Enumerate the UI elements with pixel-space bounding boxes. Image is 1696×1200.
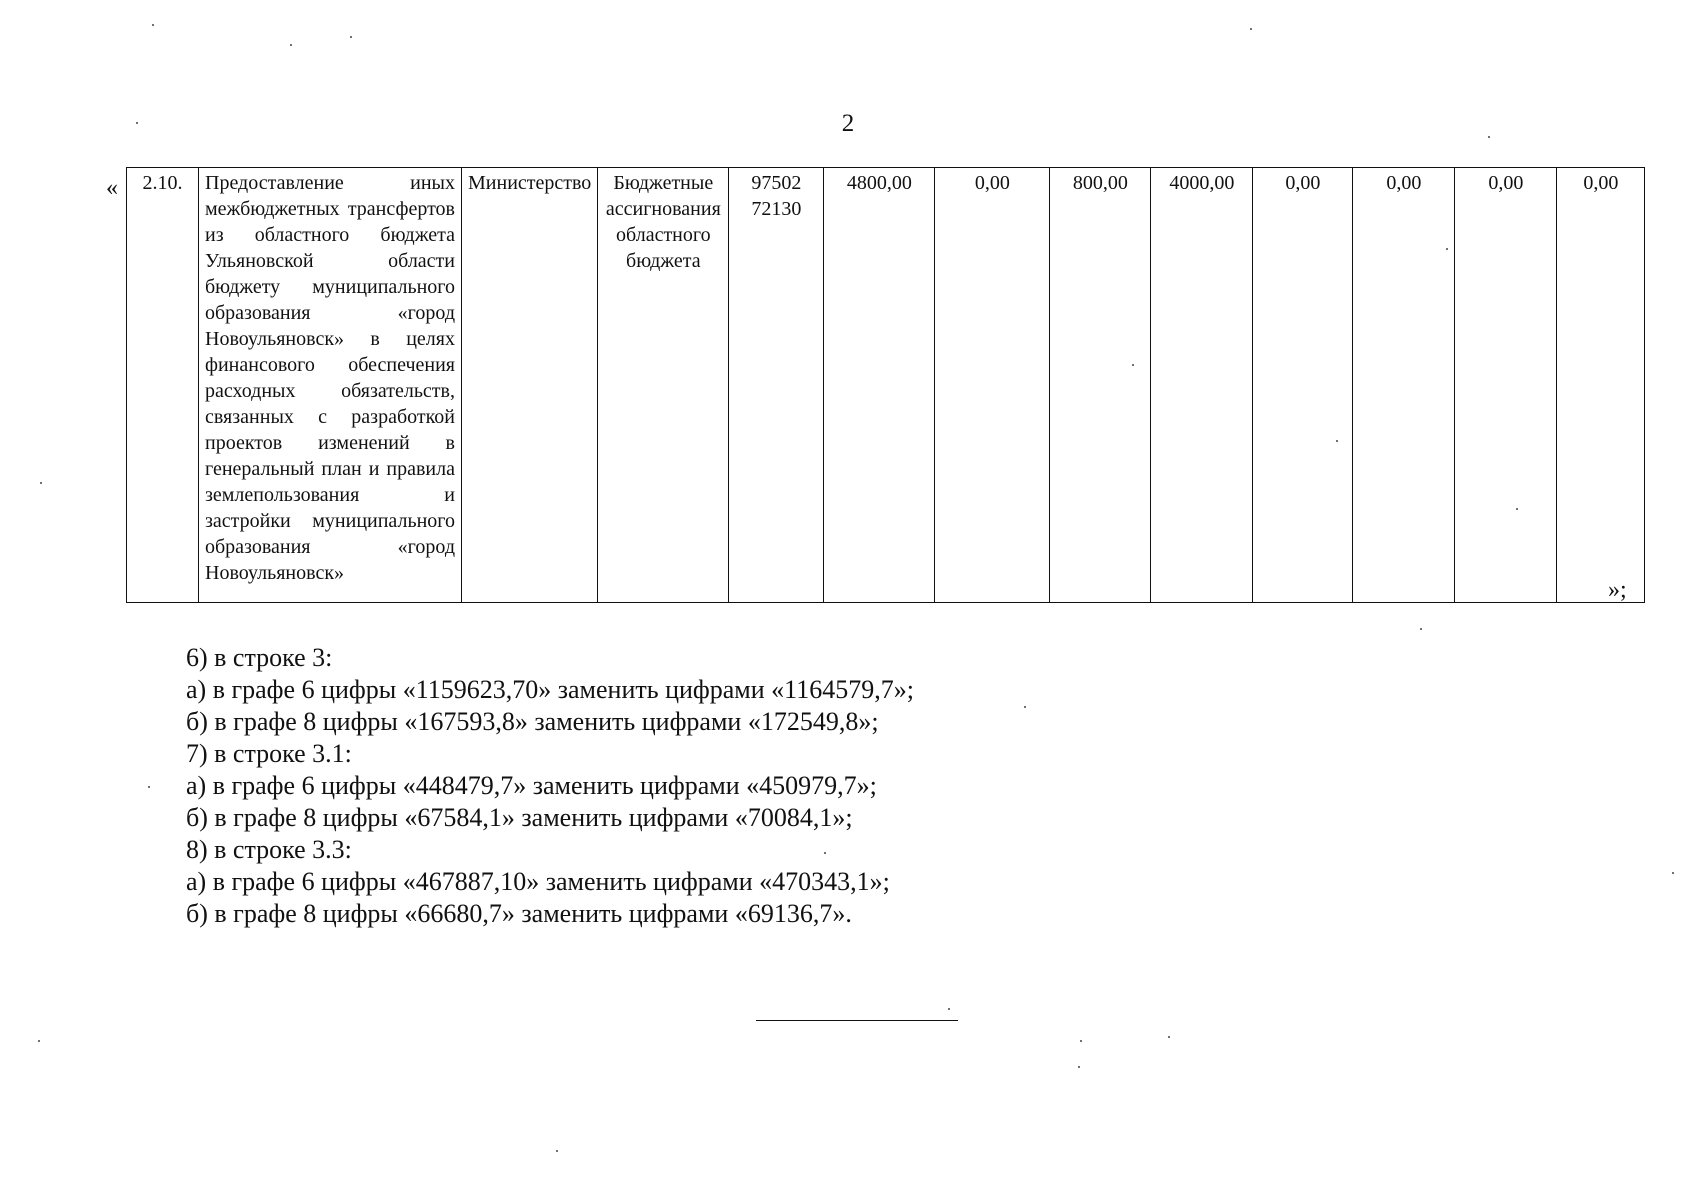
scan-speck — [152, 24, 154, 26]
scan-speck — [824, 852, 826, 854]
scan-speck — [1168, 1036, 1170, 1038]
table-row — [127, 168, 1645, 603]
scan-speck — [148, 786, 150, 788]
scan-speck — [556, 1150, 558, 1152]
scan-speck — [40, 482, 42, 484]
end-divider-line — [756, 1020, 958, 1021]
value-cell: 0,00 — [935, 168, 1050, 603]
value-cell: 0,00 — [1353, 168, 1455, 603]
amendment-table — [126, 167, 1645, 603]
scan-speck — [290, 44, 292, 46]
list-item: б) в графе 8 цифры «66680,7» заменить цифрами «69136,7». — [186, 899, 852, 928]
scan-speck — [948, 1008, 950, 1010]
scan-speck — [1336, 440, 1338, 442]
budget-code-cell: 97502 72130 — [729, 168, 824, 603]
closing-quote-mark: »; — [1608, 577, 1627, 603]
scan-speck — [1446, 248, 1448, 250]
value-cell: 4000,00 — [1151, 168, 1253, 603]
scan-speck — [1250, 28, 1252, 30]
list-item: 8) в строке 3.3: — [186, 835, 352, 864]
amendment-list — [186, 642, 914, 930]
list-item: б) в графе 8 цифры «67584,1» заменить цифрами «70084,1»; — [186, 803, 853, 832]
row-name-cell: Предоставление иных межбюджетных трансфертов из областного бюджета Ульяновской области бюджету муниципального образования «город Новоульяновск» в целях финансового обеспечения расходных обязательств, связанных с разработкой проектов изменений в генеральный план и правила землепользования и застройки муниципального образования «город Новоульяновск» — [199, 168, 462, 603]
scan-speck — [1488, 136, 1490, 138]
value-cell: 4800,00 — [824, 168, 935, 603]
scan-speck — [1420, 628, 1422, 630]
scan-speck — [38, 1040, 40, 1042]
row-number-cell: 2.10. — [127, 168, 199, 603]
scan-speck — [1516, 508, 1518, 510]
scan-speck — [1024, 706, 1026, 708]
scan-speck — [1132, 364, 1134, 366]
opening-quote-mark: « — [106, 175, 118, 201]
value-cell: 0,00 — [1253, 168, 1353, 603]
list-item: 6) в строке 3: — [186, 643, 333, 672]
list-item: а) в графе 6 цифры «467887,10» заменить цифрами «470343,1»; — [186, 867, 890, 896]
list-item: б) в графе 8 цифры «167593,8» заменить цифрами «172549,8»; — [186, 707, 879, 736]
list-item: а) в графе 6 цифры «448479,7» заменить цифрами «450979,7»; — [186, 771, 877, 800]
list-item: 7) в строке 3.1: — [186, 739, 352, 768]
funding-source-cell: Бюджетные ассигнования областного бюджета — [598, 168, 729, 603]
scan-speck — [136, 122, 138, 124]
value-cell: 0,00 — [1455, 168, 1557, 603]
scan-speck — [350, 36, 352, 38]
scan-speck — [1078, 1066, 1080, 1068]
value-cell: 800,00 — [1050, 168, 1151, 603]
scan-speck — [1672, 872, 1674, 874]
scan-speck — [1080, 1040, 1082, 1042]
page-number: 2 — [841, 110, 855, 137]
value-cell: 0,00 — [1557, 168, 1645, 603]
list-item: а) в графе 6 цифры «1159623,70» заменить цифрами «1164579,7»; — [186, 675, 914, 704]
executor-cell: Министерство — [462, 168, 598, 603]
